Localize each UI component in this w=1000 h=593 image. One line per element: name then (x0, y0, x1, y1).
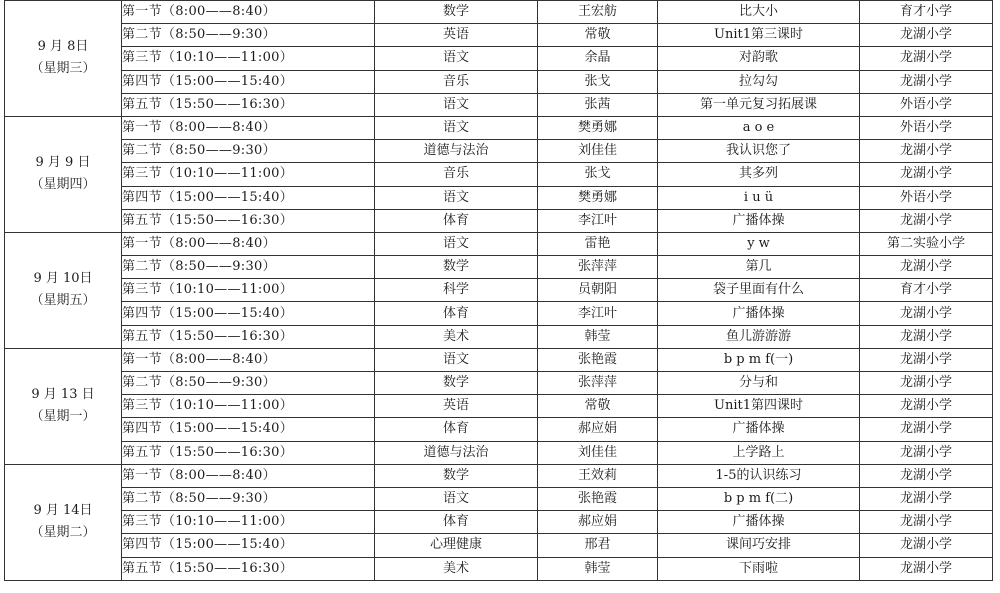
table-row (5, 418, 993, 441)
period-cell: 第五节（15:50——16:30） (122, 325, 375, 348)
day-cell (5, 232, 122, 348)
school-cell: 第二实验小学 (860, 232, 993, 255)
period-cell: 第一节（8:00——8:40） (122, 232, 375, 255)
subject-cell: 语文 (375, 186, 538, 209)
topic-cell: 广播体操 (658, 209, 860, 232)
period-cell: 第四节（15:00——15:40） (122, 186, 375, 209)
teacher-cell: 郝应娟 (538, 418, 658, 441)
topic-cell: 比大小 (658, 1, 860, 24)
topic-cell: 下雨啦 (658, 557, 860, 580)
topic-cell: 鱼儿游游游 (658, 325, 860, 348)
school-cell: 龙湖小学 (860, 325, 993, 348)
table-row (5, 348, 993, 371)
table-row (5, 24, 993, 47)
table-row (5, 511, 993, 534)
table-row (5, 93, 993, 116)
teacher-cell: 刘佳佳 (538, 140, 658, 163)
topic-cell: 袋子里面有什么 (658, 279, 860, 302)
teacher-cell: 张茜 (538, 93, 658, 116)
teacher-cell: 张萍萍 (538, 372, 658, 395)
subject-cell: 心理健康 (375, 534, 538, 557)
table-row (5, 279, 993, 302)
table-row (5, 325, 993, 348)
period-cell: 第二节（8:50——9:30） (122, 372, 375, 395)
table-row (5, 1, 993, 24)
school-cell: 育才小学 (860, 279, 993, 302)
schedule-body (5, 1, 993, 581)
topic-cell: i u ü (658, 186, 860, 209)
topic-cell: 我认识您了 (658, 140, 860, 163)
day-cell (5, 1, 122, 117)
school-cell: 龙湖小学 (860, 511, 993, 534)
subject-cell: 英语 (375, 395, 538, 418)
teacher-cell: 张戈 (538, 163, 658, 186)
teacher-cell: 雷艳 (538, 232, 658, 255)
subject-cell: 科学 (375, 279, 538, 302)
day-weekday: （星期一） (30, 409, 96, 425)
teacher-cell: 韩莹 (538, 557, 658, 580)
school-cell: 龙湖小学 (860, 348, 993, 371)
table-row (5, 487, 993, 510)
day-cell (5, 464, 122, 580)
subject-cell: 数学 (375, 372, 538, 395)
period-cell: 第二节（8:50——9:30） (122, 256, 375, 279)
subject-cell: 道德与法治 (375, 140, 538, 163)
period-cell: 第四节（15:00——15:40） (122, 302, 375, 325)
table-row (5, 441, 993, 464)
day-weekday: （星期三） (30, 61, 96, 77)
school-cell: 龙湖小学 (860, 302, 993, 325)
subject-cell: 体育 (375, 418, 538, 441)
day-cell (5, 348, 122, 464)
teacher-cell: 员朝阳 (538, 279, 658, 302)
table-row (5, 534, 993, 557)
topic-cell: 对韵歌 (658, 47, 860, 70)
topic-cell: Unit1第三课时 (658, 24, 860, 47)
day-weekday: （星期四） (30, 177, 96, 193)
period-cell: 第三节（10:10——11:00） (122, 511, 375, 534)
school-cell: 龙湖小学 (860, 209, 993, 232)
day-weekday: （星期五） (30, 293, 96, 309)
topic-cell: a o e (658, 116, 860, 139)
day-date: 9 月 10日 (33, 271, 93, 287)
table-row (5, 464, 993, 487)
school-cell: 龙湖小学 (860, 395, 993, 418)
period-cell: 第五节（15:50——16:30） (122, 441, 375, 464)
subject-cell: 语文 (375, 93, 538, 116)
subject-cell: 音乐 (375, 70, 538, 93)
subject-cell: 道德与法治 (375, 441, 538, 464)
subject-cell: 数学 (375, 464, 538, 487)
table-row (5, 186, 993, 209)
topic-cell: 拉勾勾 (658, 70, 860, 93)
teacher-cell: 王宏舫 (538, 1, 658, 24)
school-cell: 外语小学 (860, 116, 993, 139)
subject-cell: 音乐 (375, 163, 538, 186)
topic-cell: Unit1第四课时 (658, 395, 860, 418)
table-row (5, 302, 993, 325)
topic-cell: y w (658, 232, 860, 255)
subject-cell: 语文 (375, 487, 538, 510)
teacher-cell: 张萍萍 (538, 256, 658, 279)
period-cell: 第五节（15:50——16:30） (122, 557, 375, 580)
period-cell: 第四节（15:00——15:40） (122, 70, 375, 93)
school-cell: 外语小学 (860, 186, 993, 209)
subject-cell: 美术 (375, 557, 538, 580)
period-cell: 第二节（8:50——9:30） (122, 487, 375, 510)
teacher-cell: 李江叶 (538, 302, 658, 325)
school-cell: 龙湖小学 (860, 140, 993, 163)
subject-cell: 语文 (375, 47, 538, 70)
table-row (5, 140, 993, 163)
subject-cell: 语文 (375, 232, 538, 255)
subject-cell: 体育 (375, 209, 538, 232)
school-cell: 龙湖小学 (860, 24, 993, 47)
school-cell: 外语小学 (860, 93, 993, 116)
school-cell: 龙湖小学 (860, 418, 993, 441)
subject-cell: 美术 (375, 325, 538, 348)
teacher-cell: 郝应娟 (538, 511, 658, 534)
teacher-cell: 邢君 (538, 534, 658, 557)
topic-cell: 1-5的认识练习 (658, 464, 860, 487)
period-cell: 第五节（15:50——16:30） (122, 93, 375, 116)
teacher-cell: 刘佳佳 (538, 441, 658, 464)
school-cell: 育才小学 (860, 1, 993, 24)
school-cell: 龙湖小学 (860, 441, 993, 464)
school-cell: 龙湖小学 (860, 487, 993, 510)
period-cell: 第二节（8:50——9:30） (122, 140, 375, 163)
teacher-cell: 樊勇娜 (538, 116, 658, 139)
topic-cell: 广播体操 (658, 302, 860, 325)
table-row (5, 256, 993, 279)
period-cell: 第三节（10:10——11:00） (122, 163, 375, 186)
school-cell: 龙湖小学 (860, 47, 993, 70)
subject-cell: 体育 (375, 511, 538, 534)
table-row (5, 395, 993, 418)
day-weekday: （星期二） (30, 525, 96, 541)
topic-cell: 广播体操 (658, 418, 860, 441)
table-row (5, 557, 993, 580)
period-cell: 第五节（15:50——16:30） (122, 209, 375, 232)
subject-cell: 数学 (375, 256, 538, 279)
subject-cell: 语文 (375, 348, 538, 371)
day-date: 9 月 13 日 (31, 387, 95, 403)
period-cell: 第三节（10:10——11:00） (122, 395, 375, 418)
school-cell: 龙湖小学 (860, 534, 993, 557)
subject-cell: 体育 (375, 302, 538, 325)
day-date: 9 月 8日 (37, 39, 89, 55)
day-cell (5, 116, 122, 232)
teacher-cell: 余晶 (538, 47, 658, 70)
table-row (5, 47, 993, 70)
table-row (5, 209, 993, 232)
school-cell: 龙湖小学 (860, 464, 993, 487)
school-cell: 龙湖小学 (860, 557, 993, 580)
school-cell: 龙湖小学 (860, 372, 993, 395)
period-cell: 第三节（10:10——11:00） (122, 47, 375, 70)
table-row (5, 163, 993, 186)
table-row (5, 70, 993, 93)
table-row (5, 372, 993, 395)
period-cell: 第一节（8:00——8:40） (122, 116, 375, 139)
school-cell: 龙湖小学 (860, 70, 993, 93)
teacher-cell: 李江叶 (538, 209, 658, 232)
teacher-cell: 王效莉 (538, 464, 658, 487)
teacher-cell: 韩莹 (538, 325, 658, 348)
topic-cell: 分与和 (658, 372, 860, 395)
period-cell: 第一节（8:00——8:40） (122, 464, 375, 487)
teacher-cell: 张艳霞 (538, 348, 658, 371)
period-cell: 第四节（15:00——15:40） (122, 418, 375, 441)
period-cell: 第三节（10:10——11:00） (122, 279, 375, 302)
period-cell: 第一节（8:00——8:40） (122, 1, 375, 24)
period-cell: 第一节（8:00——8:40） (122, 348, 375, 371)
topic-cell: b p m f(二) (658, 487, 860, 510)
topic-cell: b p m f(一) (658, 348, 860, 371)
subject-cell: 数学 (375, 1, 538, 24)
day-date: 9 月 9 日 (35, 155, 91, 171)
school-cell: 龙湖小学 (860, 256, 993, 279)
teacher-cell: 常敬 (538, 395, 658, 418)
period-cell: 第四节（15:00——15:40） (122, 534, 375, 557)
topic-cell: 其多列 (658, 163, 860, 186)
subject-cell: 英语 (375, 24, 538, 47)
subject-cell: 语文 (375, 116, 538, 139)
table-row (5, 232, 993, 255)
day-date: 9 月 14日 (33, 503, 93, 519)
period-cell: 第二节（8:50——9:30） (122, 24, 375, 47)
teacher-cell: 张戈 (538, 70, 658, 93)
school-cell: 龙湖小学 (860, 163, 993, 186)
table-row (5, 116, 993, 139)
schedule-table (4, 0, 993, 581)
teacher-cell: 樊勇娜 (538, 186, 658, 209)
teacher-cell: 常敬 (538, 24, 658, 47)
topic-cell: 广播体操 (658, 511, 860, 534)
topic-cell: 课间巧安排 (658, 534, 860, 557)
teacher-cell: 张艳霞 (538, 487, 658, 510)
topic-cell: 第一单元复习拓展课 (658, 93, 860, 116)
topic-cell: 第几 (658, 256, 860, 279)
topic-cell: 上学路上 (658, 441, 860, 464)
